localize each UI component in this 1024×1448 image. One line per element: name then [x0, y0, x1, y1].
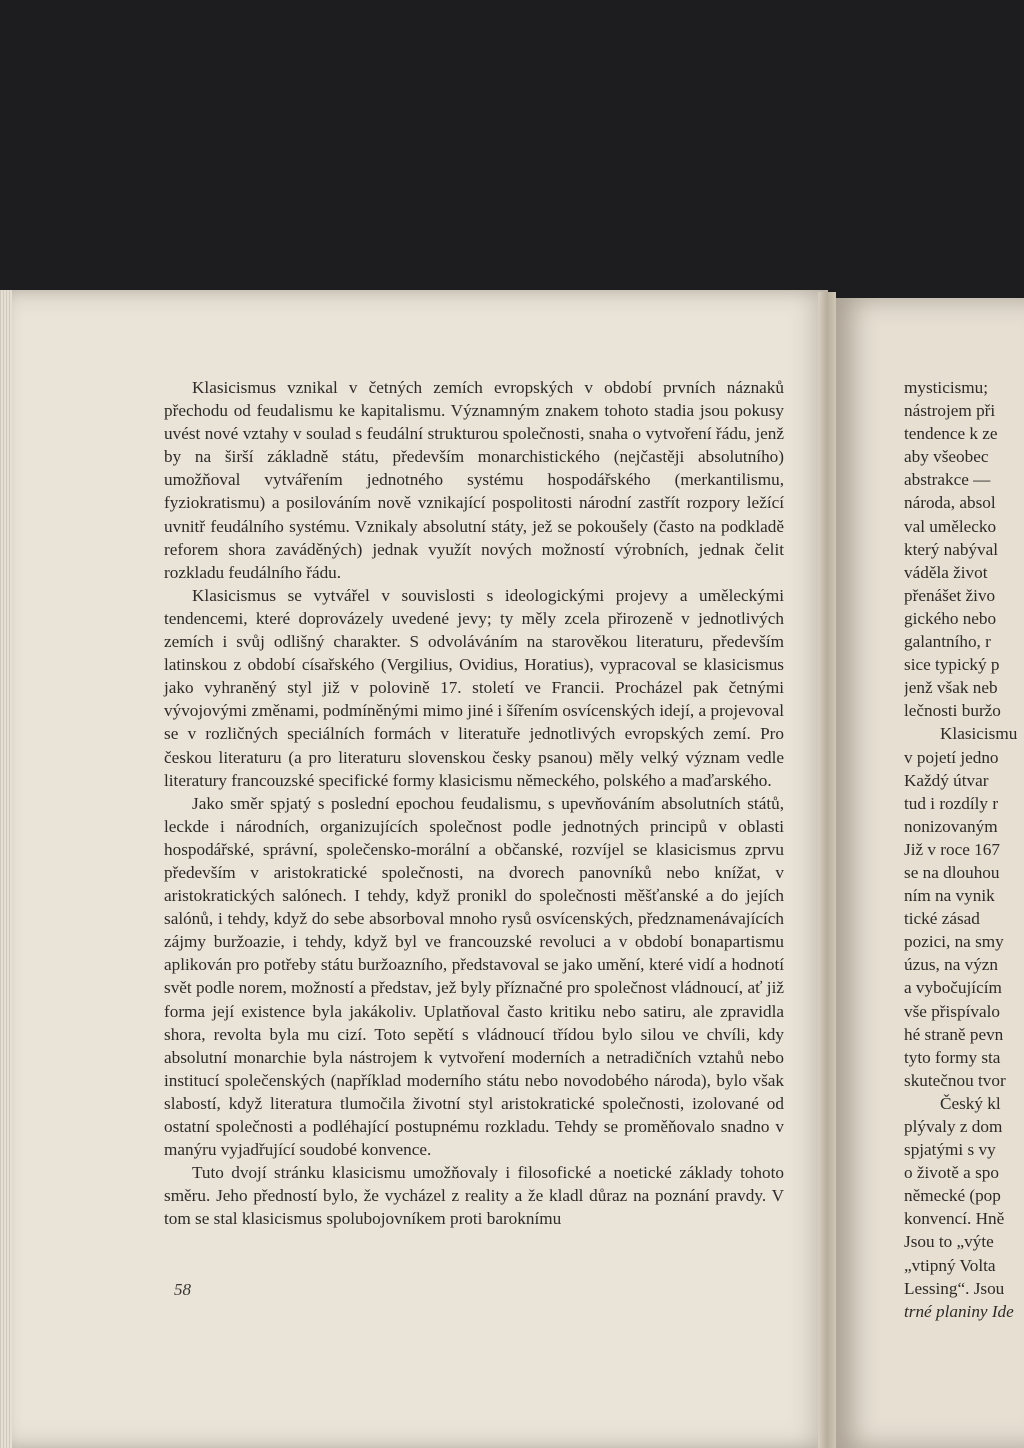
- text-line: lečnosti buržo: [904, 701, 1001, 721]
- text-line: sice typický p: [904, 655, 1000, 675]
- text-line: aby všeobec: [904, 447, 989, 467]
- text-line: tyto formy sta: [904, 1047, 1001, 1067]
- right-page-text: [904, 376, 1024, 1323]
- text-line: Každý útvar: [904, 770, 989, 790]
- text-line: jenž však neb: [904, 678, 998, 698]
- text-line: ním na vynik: [904, 886, 995, 906]
- text-line: „vtipný Volta: [904, 1255, 996, 1275]
- text-line: tendence k ze: [904, 424, 998, 444]
- left-page-text: [164, 376, 784, 1230]
- text-line: německé (pop: [904, 1186, 1001, 1206]
- text-line: váděla život: [904, 562, 988, 582]
- text-line: v pojetí jedno: [904, 747, 999, 767]
- text-line: Klasicismu: [940, 724, 1018, 744]
- text-line: trné planiny Ide: [904, 1301, 1014, 1321]
- text-line: Český kl: [940, 1093, 1001, 1113]
- text-line: abstrakce —: [904, 470, 991, 490]
- text-line: pozici, na smy: [904, 932, 1004, 952]
- text-line: nonizovaným: [904, 816, 998, 836]
- text-line: skutečnou tvor: [904, 1070, 1006, 1090]
- dark-background: [0, 0, 1024, 300]
- text-line: tické zásad: [904, 909, 980, 929]
- text-line: přenášet živo: [904, 585, 996, 605]
- text-line: vše přispívalo: [904, 1001, 1000, 1021]
- text-line: gického nebo: [904, 608, 997, 628]
- paragraph: Jako směr spjatý s poslední epochou feudalismu, s upevňováním absolutních států, leckde i národních, organizujících společnost podle jednotných principů v oblasti hospodářské, správní, společensko-morální a občanské, rozvíjel se klasicismus zprvu především v aristokratické společnosti, na dvorech panovníků nebo knížat, v aristokratických salónech. I tehdy, když pronikl do společnosti měšťanské a do jejích salónů, i tehdy, když do sebe absorboval mnoho rysů osvícenských, předznamenávajících zájmy buržoazie, i tehdy, když byl ve francouzské revoluci a v období bonapartismu aplikován pro potřeby státu buržoazního, představoval se jako umění, které vidí a hodnotí svět podle norem, možností a představ, jež byly příznačné pro společnost vládnoucí, ať již forma její existence byla jakákoliv. Uplatňoval často kritiku nebo satiru, ale zpravidla shora, revolta byla mu cizí. Toto sepětí s vládnoucí třídou bylo silou ve chvíli, kdy absolutní monarchie byla nástrojem k vytvoření moderních a netradičních vztahů nebo institucí společenských (například moderního státu nebo novodobého národa), bylo však slabostí, když literatura tlumočila životní styl aristokratické společnosti, izolované od ostatní společnosti a podléhající postupnému rozkladu. Tehdy se proměňovalo snadno v manýru vyjadřující soudobé konvence.: [164, 793, 784, 1160]
- paragraph: Tuto dvojí stránku klasicismu umožňovaly i filosofické a noetické základy tohoto směru. Jeho předností bylo, že vycházel z reality a že kladl důraz na poznání pravdy. V tom se stal klasicismus spolubojovníkem proti baroknímu: [164, 1163, 784, 1229]
- text-line: Jsou to „výte: [904, 1232, 994, 1252]
- paragraph: Klasicismus vznikal v četných zemích evropských v období prvních náznaků přechodu od feudalismu ke kapitalismu. Významným znakem tohoto stadia jsou pokusy uvést nové vztahy v soulad s feudální strukturou společnosti, snaha o vytvoření řádu, jenž by na širší základně státu, především monarchistického (nejčastěji absolutního) umožňoval vytvářením jednotného systému hospodářského (merkantilismu, fyziokratismu) a posilováním nově vznikající pospolitosti národní zastřít rozpory ležící uvnitř feudálního systému. Vznikaly absolutní státy, jež se pokoušely (často na podkladě reforem shora zaváděných) jednak využít nových možností výrobních, jednak čelit rozkladu feudálního řádu.: [164, 378, 784, 582]
- text-line: val umělecko: [904, 516, 997, 536]
- text-line: tud i rozdíly r: [904, 793, 999, 813]
- page-number: 58: [174, 1280, 191, 1299]
- text-line: se na dlouhou: [904, 862, 1000, 882]
- text-line: a vybočujícím: [904, 978, 1002, 998]
- text-line: který nabýval: [904, 539, 999, 559]
- text-line: mysticismu;: [904, 378, 989, 397]
- text-line: o životě a spo: [904, 1163, 999, 1183]
- text-line: národa, absol: [904, 493, 996, 513]
- text-line: plývaly z dom: [904, 1117, 1003, 1136]
- paragraph: Klasicismus se vytvářel v souvislosti s ideologickými projevy a uměleckými tendencemi, které doprovázely uvedené jevy; ty měly zcela přirozeně v jednotlivých zemích i svůj odlišný charakter. S odvoláváním na starověkou literaturu, především latinskou z období císařského (Vergilius, Ovidius, Horatius), vypracoval se klasicismus jako vyhraněný styl již v polovině 17. století ve Francii. Procházel pak četnými vývojovými změnami, podmíněnými mimo jiné i šířením osvícenských idejí, a projevoval se v rozličných speciálních formách v literatuře jednotlivých evropských zemí. Pro českou literaturu (a pro literaturu slovenskou česky psanou) měly velký význam vedle literatury francouzské specifické formy klasicismu německého, polského a maďarského.: [164, 585, 784, 790]
- text-line: spjatými s vy: [904, 1140, 996, 1160]
- book-gutter: [818, 292, 836, 1448]
- text-line: nástrojem při: [904, 401, 996, 421]
- page-edges: [0, 290, 12, 1448]
- text-line: galantního, r: [904, 632, 991, 652]
- text-line: úzus, na význ: [904, 955, 999, 975]
- text-line: Již v roce 167: [904, 839, 1000, 859]
- text-line: konvencí. Hně: [904, 1209, 1005, 1229]
- text-line: Lessing“. Jsou: [904, 1278, 1005, 1298]
- text-line: hé straně pevn: [904, 1024, 1004, 1044]
